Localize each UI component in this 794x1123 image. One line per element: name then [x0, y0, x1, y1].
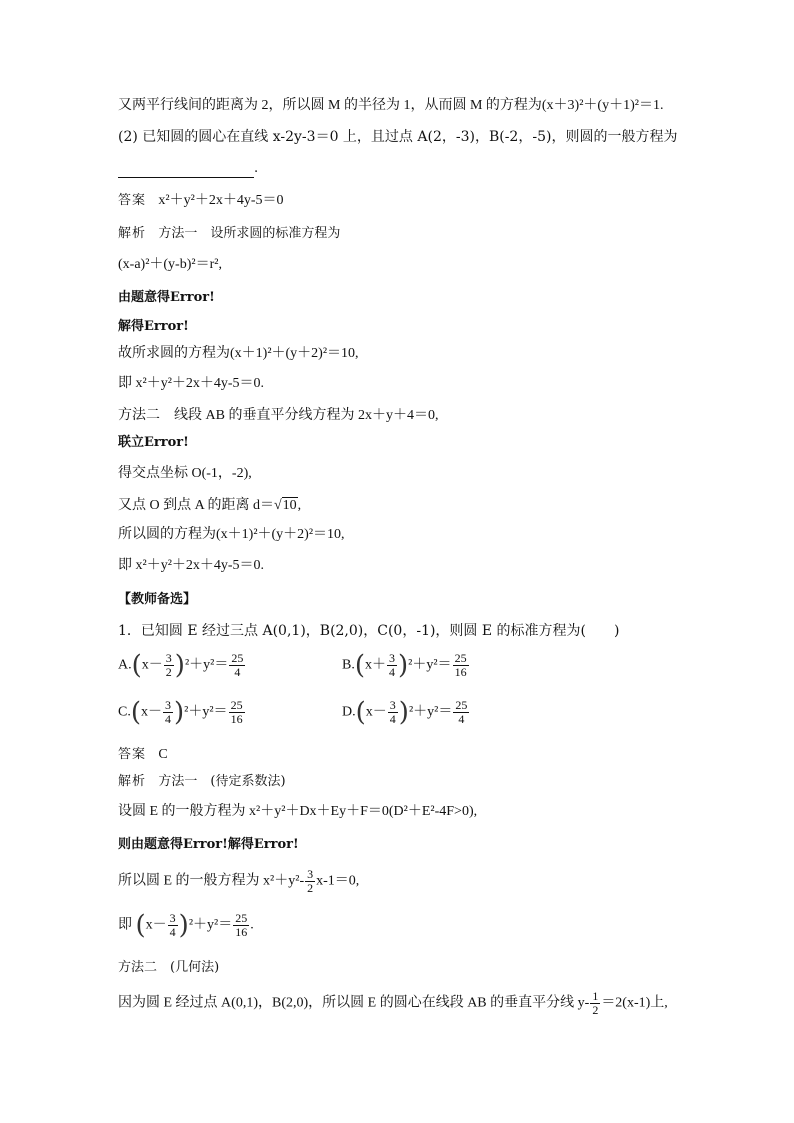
- frac-num: 3: [165, 651, 172, 665]
- general-form-text: 设圆 E 的一般方程为 x²＋y²＋Dx＋Ey＋F＝0(D²＋E²-4F>0),: [118, 804, 478, 819]
- backup-title: 【教师备选】: [118, 592, 197, 607]
- standard-form-pre: 即: [118, 917, 132, 933]
- general-form-post: x-1＝0,: [316, 873, 360, 889]
- fraction: [163, 699, 173, 726]
- text-line-22: [118, 803, 477, 821]
- general-equation-2: 即 x²＋y²＋2x＋4y-5＝0.: [118, 558, 265, 573]
- answer-2: [118, 746, 168, 764]
- frac-num: 25: [235, 911, 248, 925]
- option-a: [118, 652, 246, 679]
- frac-den: 2: [592, 1003, 599, 1017]
- fraction: [229, 652, 245, 679]
- fraction: [164, 652, 174, 679]
- frac-num: 3: [307, 867, 314, 881]
- general-form-pre: 所以圆 E 的一般方程为 x²＋y²-: [118, 873, 305, 889]
- error-text-4: 则由题意得Error!解得Error!: [118, 837, 299, 852]
- text-line-13: [118, 465, 252, 483]
- text-line-9: [118, 345, 359, 363]
- answer-label: 答案: [118, 193, 147, 208]
- option-c-mid: ²＋y²＝: [184, 704, 228, 720]
- frac-num: 1: [592, 989, 599, 1003]
- option-c: [118, 699, 246, 726]
- text-line-27: [118, 990, 668, 1017]
- fraction: [388, 699, 398, 726]
- frac-num: 25: [454, 651, 467, 665]
- frac-den: 4: [389, 665, 395, 679]
- answer-blank: [118, 163, 254, 178]
- frac-den: 4: [169, 925, 176, 939]
- error-text-3: 联立Error!: [118, 435, 189, 450]
- left-paren: (: [130, 697, 141, 728]
- frac-den: 16: [454, 665, 467, 679]
- text-line-15: [118, 526, 345, 544]
- answer-blank-line: [118, 160, 258, 178]
- general-equation-1: 即 x²＋y²＋2x＋4y-5＝0.: [118, 376, 265, 391]
- fraction: [168, 912, 178, 939]
- option-a-label: A.: [118, 657, 132, 673]
- option-b: [342, 652, 470, 679]
- distance-text: 又点 O 到点 A 的距离 d＝√: [118, 498, 282, 513]
- text-line-6: [118, 256, 222, 274]
- frac-num: 25: [231, 651, 244, 665]
- standard-form-in: x－: [145, 917, 167, 933]
- distance-comma: ,: [297, 498, 302, 513]
- fraction: [233, 912, 249, 939]
- answer-value: C: [158, 747, 168, 762]
- text-line-7: [118, 289, 215, 307]
- analysis-2: [118, 773, 286, 791]
- standard-form-end: .: [250, 917, 254, 933]
- left-paren: (: [354, 650, 365, 681]
- analysis-label: 解析: [118, 226, 147, 241]
- question-2: [118, 128, 677, 146]
- frac-num: 3: [169, 911, 176, 925]
- intersection-text: 得交点坐标 O(-1，-2),: [118, 466, 252, 481]
- blank-period: .: [254, 161, 259, 176]
- right-paren: ): [398, 697, 409, 728]
- frac-den: 16: [230, 712, 243, 726]
- fraction: [453, 652, 469, 679]
- standard-form-mid: ²＋y²＝: [188, 917, 233, 933]
- text-line-14: [118, 497, 301, 515]
- frac-num: 3: [165, 698, 171, 712]
- right-paren: ): [178, 910, 189, 941]
- answer-1: [118, 192, 283, 210]
- right-paren: ): [174, 650, 185, 681]
- option-c-pre: x－: [141, 704, 162, 720]
- right-paren: ): [174, 697, 185, 728]
- answer-label: 答案: [118, 747, 147, 762]
- frac-num: 25: [455, 698, 468, 712]
- geometry-text-post: ＝2(x-1)上,: [601, 995, 668, 1011]
- sqrt-radicand: 10: [282, 498, 297, 513]
- frac-den: 4: [165, 712, 171, 726]
- text-line-12: [118, 434, 189, 452]
- question-1: [118, 622, 619, 640]
- fraction: [453, 699, 469, 726]
- option-b-label: B.: [342, 657, 355, 673]
- error-text-2: 解得Error!: [118, 319, 189, 334]
- option-d-pre: x－: [365, 704, 387, 720]
- text-line-radius: [118, 97, 663, 115]
- frac-den: 2: [165, 665, 172, 679]
- question-1-text: 1．已知圆 E 经过三点 A(0,1)，B(2,0)，C(0，-1)，则圆 E 的标准方程为( ): [118, 623, 620, 639]
- error-text-1: 由题意得Error!: [118, 290, 215, 305]
- text-radius: 又两平行线间的距离为 2，所以圆 M 的半径为 1，从而圆 M 的方程为(x＋3)²＋(y＋1)²＝1.: [118, 98, 664, 113]
- method-2-text: 方法二 线段 AB 的垂直平分线方程为 2x＋y＋4＝0,: [118, 408, 439, 423]
- frac-num: 3: [389, 698, 396, 712]
- right-paren: ): [398, 650, 409, 681]
- method-2-geometry: 方法二 (几何法): [118, 960, 220, 975]
- fraction: [590, 990, 600, 1017]
- fraction: [229, 699, 245, 726]
- left-paren: (: [355, 697, 366, 728]
- analysis-text: 方法一 (待定系数法): [158, 774, 286, 789]
- analysis-1: [118, 225, 340, 243]
- text-line-11: [118, 407, 438, 425]
- analysis-text: 方法一 设所求圆的标准方程为: [158, 226, 341, 241]
- teacher-backup-heading: [118, 591, 196, 609]
- text-line-16: [118, 557, 264, 575]
- option-c-label: C.: [118, 704, 131, 720]
- option-d-mid: ²＋y²＝: [408, 704, 453, 720]
- option-d-label: D.: [342, 704, 356, 720]
- option-a-mid: ²＋y²＝: [184, 657, 229, 673]
- text-line-24: [118, 868, 359, 895]
- question-2-text: (2) 已知圆的圆心在直线 x-2y-3＝0 上，且过点 A(2，-3)，B(-2，-5)，则圆的一般方程为: [118, 129, 678, 145]
- option-d: [342, 699, 470, 726]
- option-a-pre: x－: [141, 657, 163, 673]
- frac-den: 2: [307, 881, 314, 895]
- frac-den: 16: [235, 925, 248, 939]
- text-line-26: [118, 959, 219, 977]
- option-b-mid: ²＋y²＝: [408, 657, 452, 673]
- equation-standard: (x-a)²＋(y-b)²＝r²,: [118, 257, 222, 272]
- text-line-8: [118, 318, 189, 336]
- frac-num: 25: [230, 698, 243, 712]
- answer-value: x²＋y²＋2x＋4y-5＝0: [158, 193, 284, 208]
- option-b-pre: x＋: [365, 657, 386, 673]
- text-line-10: [118, 375, 264, 393]
- frac-den: 4: [453, 712, 469, 726]
- fraction: [305, 868, 315, 895]
- frac-den: 4: [229, 665, 245, 679]
- result-equation-2: 所以圆的方程为(x＋1)²＋(y＋2)²＝10,: [118, 527, 345, 542]
- text-line-25: [118, 912, 254, 939]
- text-line-23: [118, 836, 299, 854]
- left-paren: (: [131, 650, 142, 681]
- left-paren: (: [135, 910, 146, 941]
- analysis-label: 解析: [118, 774, 147, 789]
- frac-num: 3: [389, 651, 395, 665]
- geometry-text-pre: 因为圆 E 经过点 A(0,1)，B(2,0)，所以圆 E 的圆心在线段 AB 的垂直平分线 y-: [118, 995, 590, 1011]
- fraction: [387, 652, 397, 679]
- frac-den: 4: [389, 712, 396, 726]
- result-equation-1: 故所求圆的方程为(x＋1)²＋(y＋2)²＝10,: [118, 346, 359, 361]
